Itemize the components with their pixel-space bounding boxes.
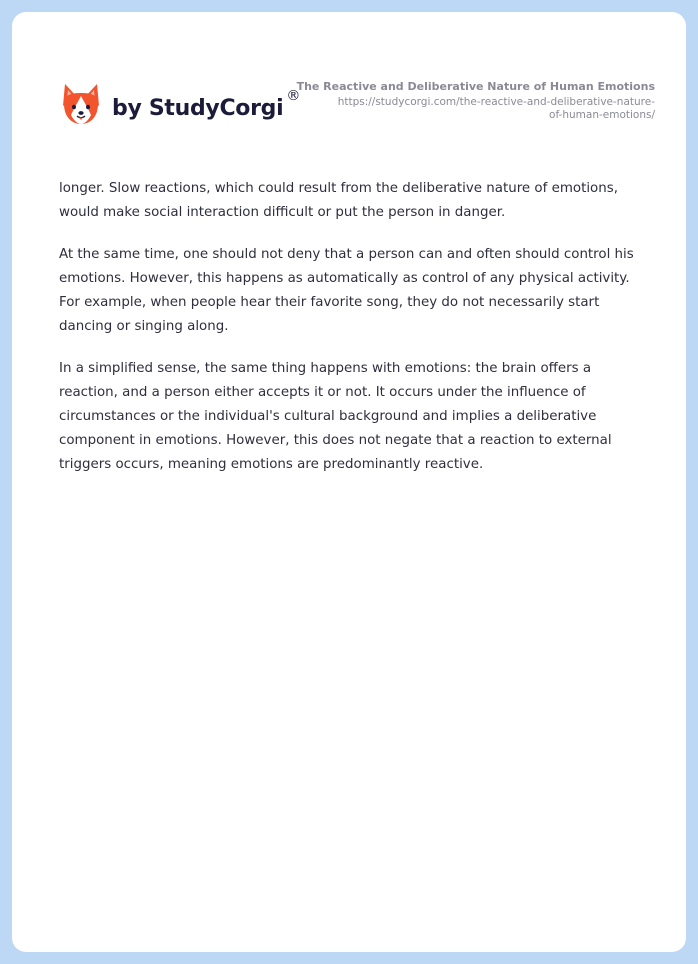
document-meta bbox=[295, 80, 655, 122]
studycorgi-logo[interactable] bbox=[60, 76, 300, 136]
document-page bbox=[12, 12, 686, 952]
brand-name: by StudyCorgi bbox=[112, 95, 284, 121]
document-title: The Reactive and Deliberative Nature of Human Emotions bbox=[296, 80, 655, 93]
paragraph-2: At the same time, one should not deny that a person can and often should control his emotions. However, this happens as automatically as control of any physical activity. For example, when people hear their favorite song, they do not necessarily start dancing or singing along. bbox=[59, 247, 634, 334]
document-url-line2: of-human-emotions/ bbox=[549, 109, 655, 121]
corgi-logo-icon bbox=[60, 82, 102, 130]
paragraph-3: In a simplified sense, the same thing happens with emotions: the brain offers a reaction, and a person either accepts it or not. It occurs under the influence of circumstances or the individual's cultural background and implies a deliberative component in emotions. However, this does not negate that a reaction to external triggers occurs, meaning emotions are predominantly reactive. bbox=[59, 361, 612, 472]
document-url-line1: https://studycorgi.com/the-reactive-and-deliberative-nature- bbox=[337, 96, 655, 108]
document-body bbox=[59, 177, 654, 495]
document-url[interactable] bbox=[295, 96, 655, 122]
paragraph-1: longer. Slow reactions, which could result from the deliberative nature of emotions, would make social interaction difficult or put the person in danger. bbox=[59, 181, 618, 220]
registered-mark: ® bbox=[286, 88, 301, 104]
